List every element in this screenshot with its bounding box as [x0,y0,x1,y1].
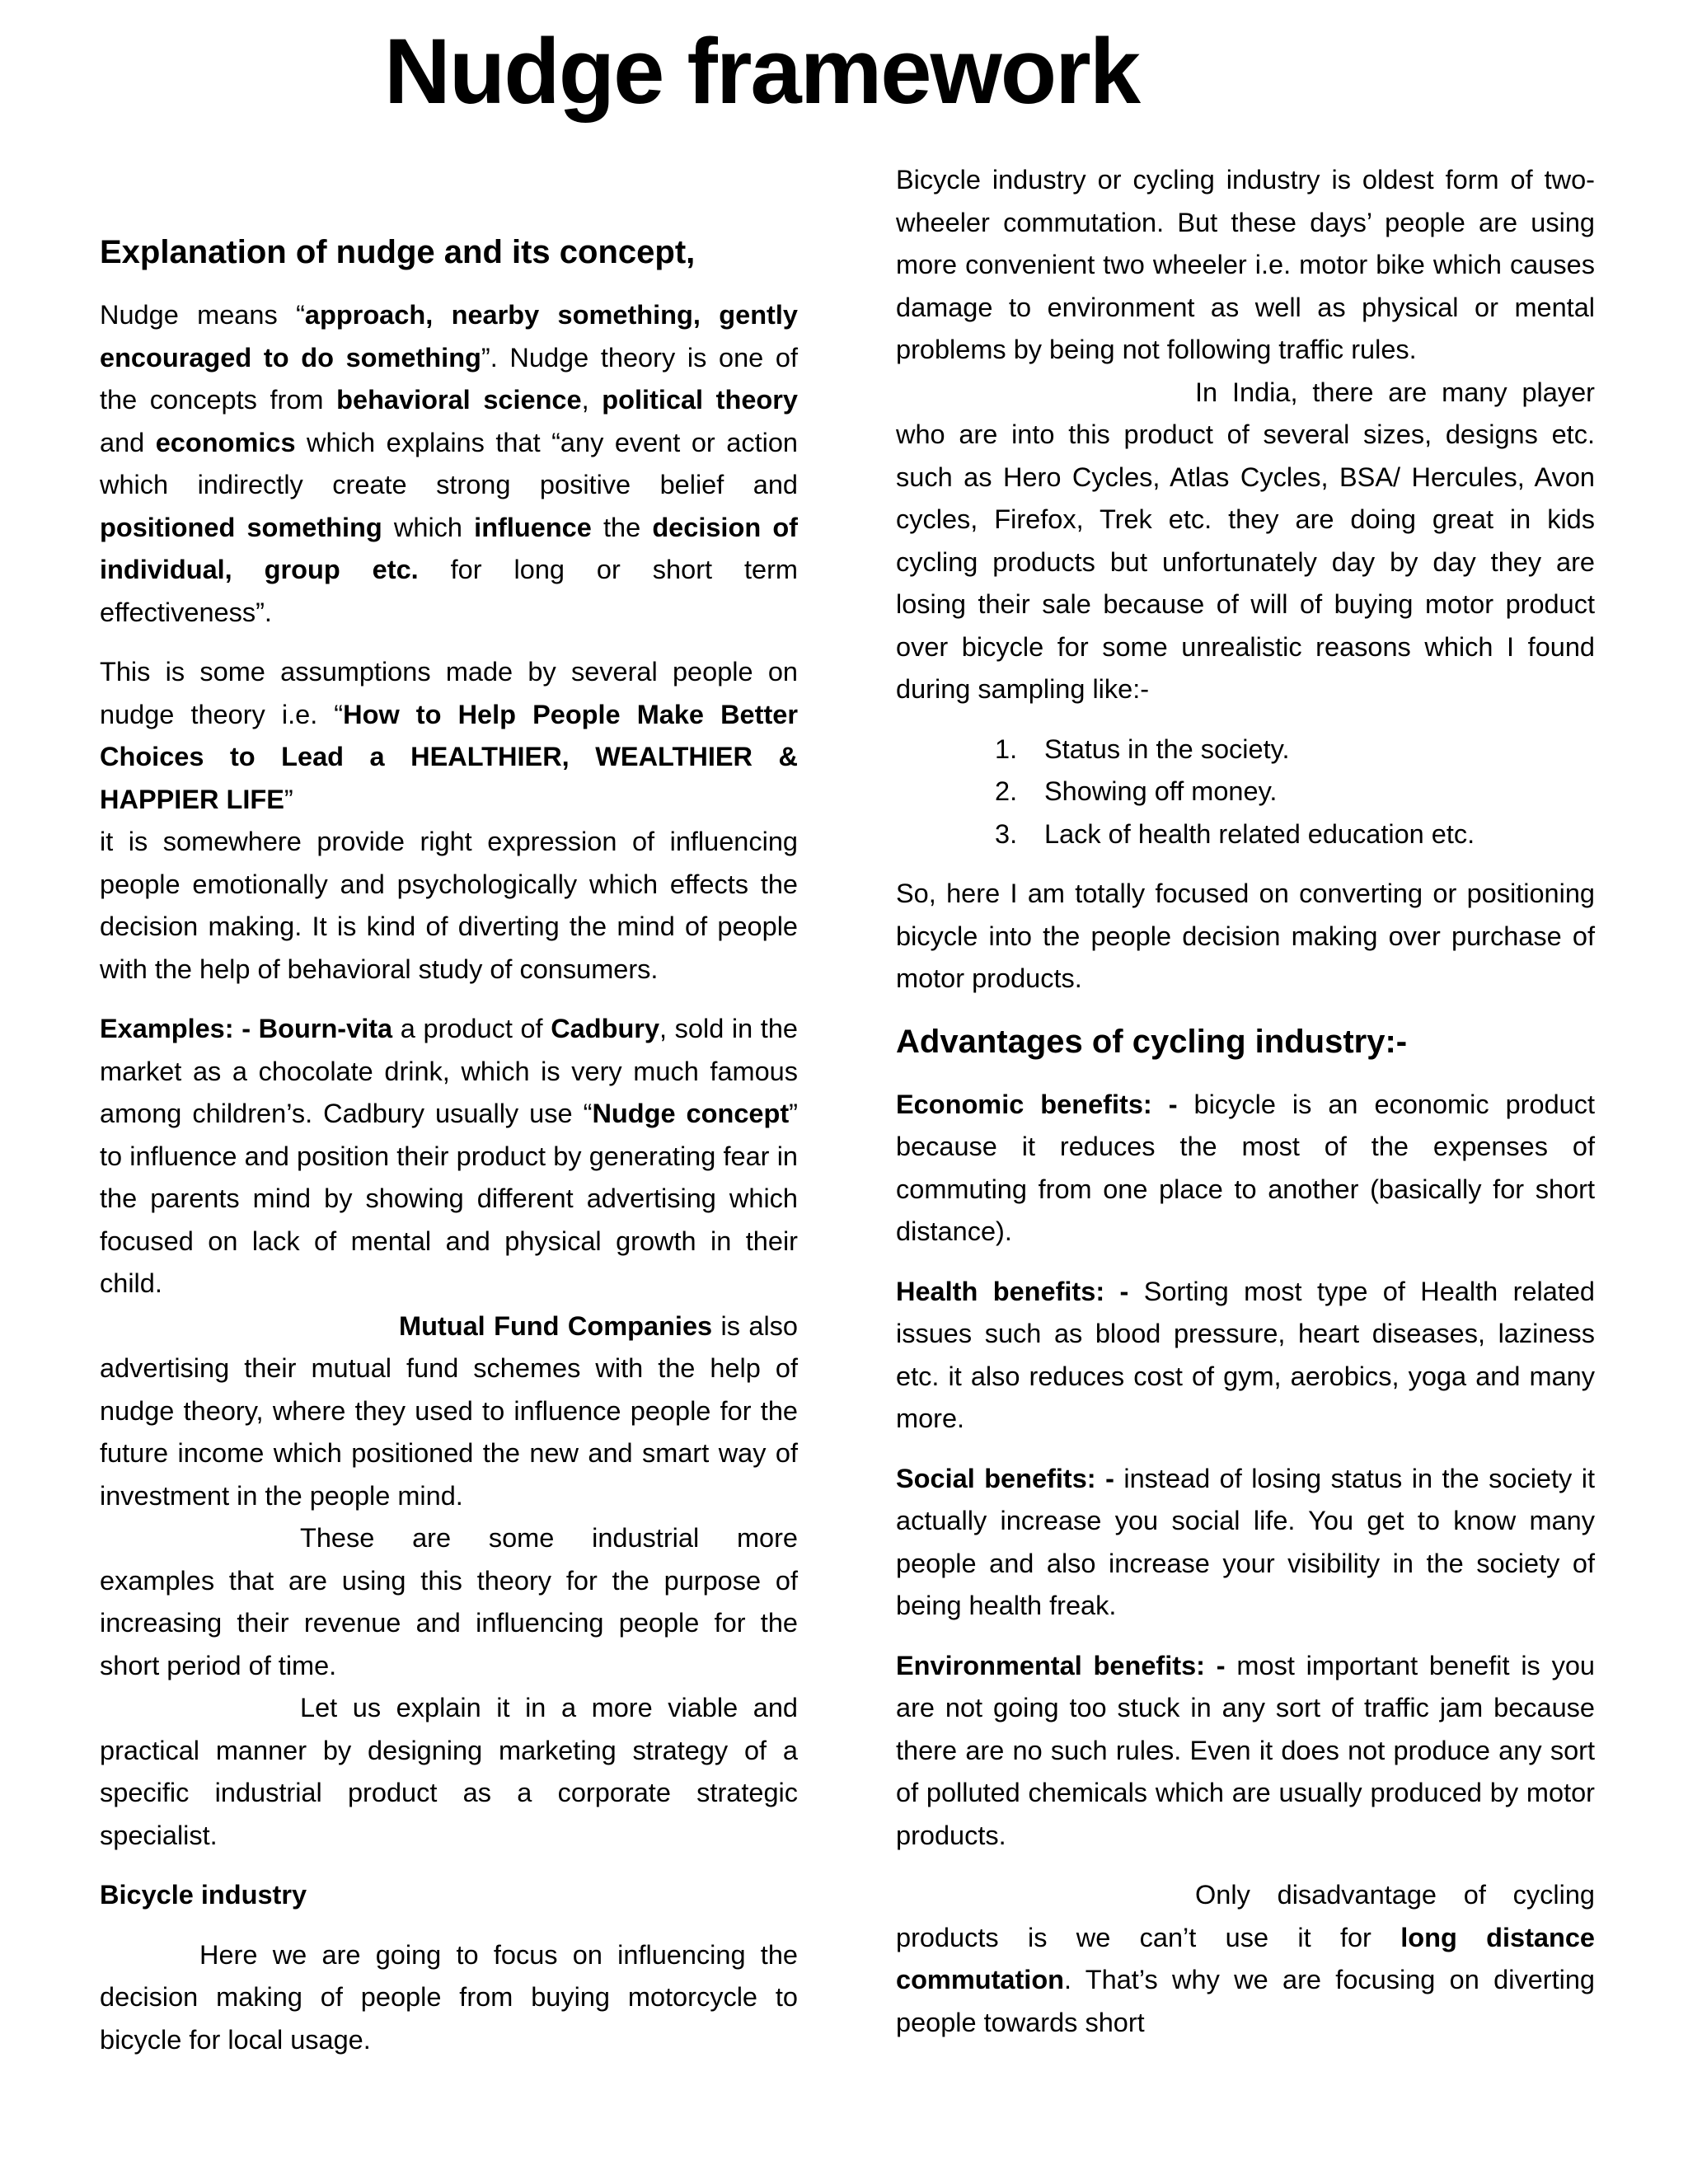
bold-text: Environmental benefits: - [896,1650,1226,1680]
page-title: Nudge framework [384,20,1139,123]
bold-text: Economic benefits: - [896,1089,1178,1119]
paragraph-expression: it is somewhere provide right expression of influencing people emotionally and psychologically which effects the decision making. It is kind of diverting the mind of people with the help of behavioral study of consumers. [100,827,798,984]
text: is also advertising their mutual fund schemes with the help of nudge theory, where they used to influence people for the future income which positioned the new and smart way of investment in the people mind. [100,1310,799,1511]
subheading-bicycle-industry: Bicycle industry [100,1880,307,1910]
list-text: Status in the society. [1044,733,1290,764]
text: ” to influence and position their product by generating fear in the parents mind by showing different advertising which focused on lack of mental and physical growth in their child. [100,1099,798,1298]
text: and [100,427,156,457]
paragraph-bicycle-focus: Here we are going to focus on influencing the decision making of people from buying motorcycle to bicycle for local usage. [100,1939,798,2055]
bold-text: long distance commutation [896,1922,1595,1994]
text: ” [284,784,293,814]
paragraph-industrial-examples: These are some industrial more examples that are using this theory for the purpose of increasing their revenue and influencing people for the short period of time. [100,1523,798,1680]
bold-text: influence [474,512,592,542]
text: which [382,512,475,542]
list-item [995,813,1595,856]
paragraph-assumptions [100,651,798,821]
text: for long or short term effectiveness”. [100,555,799,627]
section-heading-advantages: Advantages of cycling industry:- [896,1023,1408,1060]
bold-text: Examples: - Bourn-vita [100,1014,393,1043]
text: Only disadvantage of cycling products is we can’t use it for [896,1880,1595,1952]
text: . That’s why we are focusing on diverting people towards short [896,1965,1595,2037]
bold-text: Mutual Fund Companies [399,1310,713,1341]
paragraph-disadvantage [896,1874,1595,2044]
text: a product of [392,1014,551,1043]
bold-text: behavioral science [336,385,582,415]
bold-text: positioned something [100,512,382,542]
bold-text: economics [155,427,296,457]
list-item [995,771,1595,813]
list-number: 1. [995,733,1018,764]
paragraph-health-benefits [896,1271,1595,1441]
bold-text: decision of individual, group etc. [100,512,798,584]
list-number: 3. [995,818,1018,849]
bold-text: Cadbury [551,1014,660,1043]
text: instead of losing status in the society it actually increase you social life. You get to know many people and also increase your visibility in the society of being health freak. [896,1463,1595,1620]
bold-text: approach, nearby something, gently encouraged to do something [100,300,798,373]
paragraph-examples [100,1008,798,1305]
bold-text: Social benefits: - [896,1463,1114,1493]
text: bicycle is an economic product because it reduces the most of the expenses of commuting from one place to another (basically for short distance). [896,1089,1595,1246]
section-heading-nudge-concept: Explanation of nudge and its concept, [100,234,696,270]
paragraph-bicycle-history: Bicycle industry or cycling industry is oldest form of two-wheeler commutation. But these days’ people are using more convenient two wheeler i.e. motor bike which causes damage to environment as well as physical or mental problems by being not following traffic rules. [896,165,1595,364]
left-column [100,228,798,2079]
text: most important benefit is you are not going too stuck in any sort of traffic jam because there are no such rules. Even it does not produce any sort of polluted chemicals which are usually produced by motor products. [896,1650,1595,1850]
reasons-list [896,729,1595,856]
paragraph-mutual-fund [100,1305,798,1518]
text: Nudge means “ [100,300,305,330]
list-text: Showing off money. [1044,776,1278,806]
paragraph-social-benefits [896,1458,1595,1628]
paragraph-india-players: In India, there are many player who are into this product of several sizes, designs etc. such as Hero Cycles, Atlas Cycles, BSA/ Hercules, Avon cycles, Firefox, Trek etc. they are doing great in kids cycling products but unfortunately day by day they are losing their sale because of will of buying motor product over bicycle for some unrealistic reasons which I found during sampling like:- [896,377,1595,704]
text: ”. Nudge theory is one of the concepts from [100,342,798,415]
bold-text: Nudge concept [592,1099,790,1128]
paragraph-environmental-benefits [896,1645,1595,1858]
paragraph-nudge-definition [100,294,798,634]
text: Sorting most type of Health related issues such as blood pressure, heart diseases, laziness etc. it also reduces cost of gym, aerobics, yoga and many more. [896,1276,1595,1433]
text: This is some assumptions made by several people on nudge theory i.e. “ [100,657,798,729]
list-number: 2. [995,776,1018,806]
list-item [995,729,1595,771]
text: which explains that “any event or action which indirectly create strong positive belief and [100,427,798,499]
text: , [581,385,603,415]
bold-text: Health benefits: - [896,1276,1129,1306]
bold-text: How to Help People Make Better Choices to Lead a HEALTHIER, WEALTHIER & HAPPIER LIFE [100,699,799,814]
list-text: Lack of health related education etc. [1044,818,1475,849]
text: , sold in the market as a chocolate drink, which is very much famous among children’s. Cadbury usually use “ [100,1014,798,1128]
paragraph-economic-benefits [896,1084,1595,1254]
paragraph-positioning-focus: So, here I am totally focused on converting or positioning bicycle into the people decision making over purchase of motor products. [896,879,1595,993]
right-column [896,159,1595,2061]
paragraph-marketing-strategy: Let us explain it in a more viable and practical manner by designing marketing strategy of a specific industrial product as a corporate strategic specialist. [100,1693,798,1850]
text: the [591,512,653,542]
bold-text: political theory [602,385,798,415]
